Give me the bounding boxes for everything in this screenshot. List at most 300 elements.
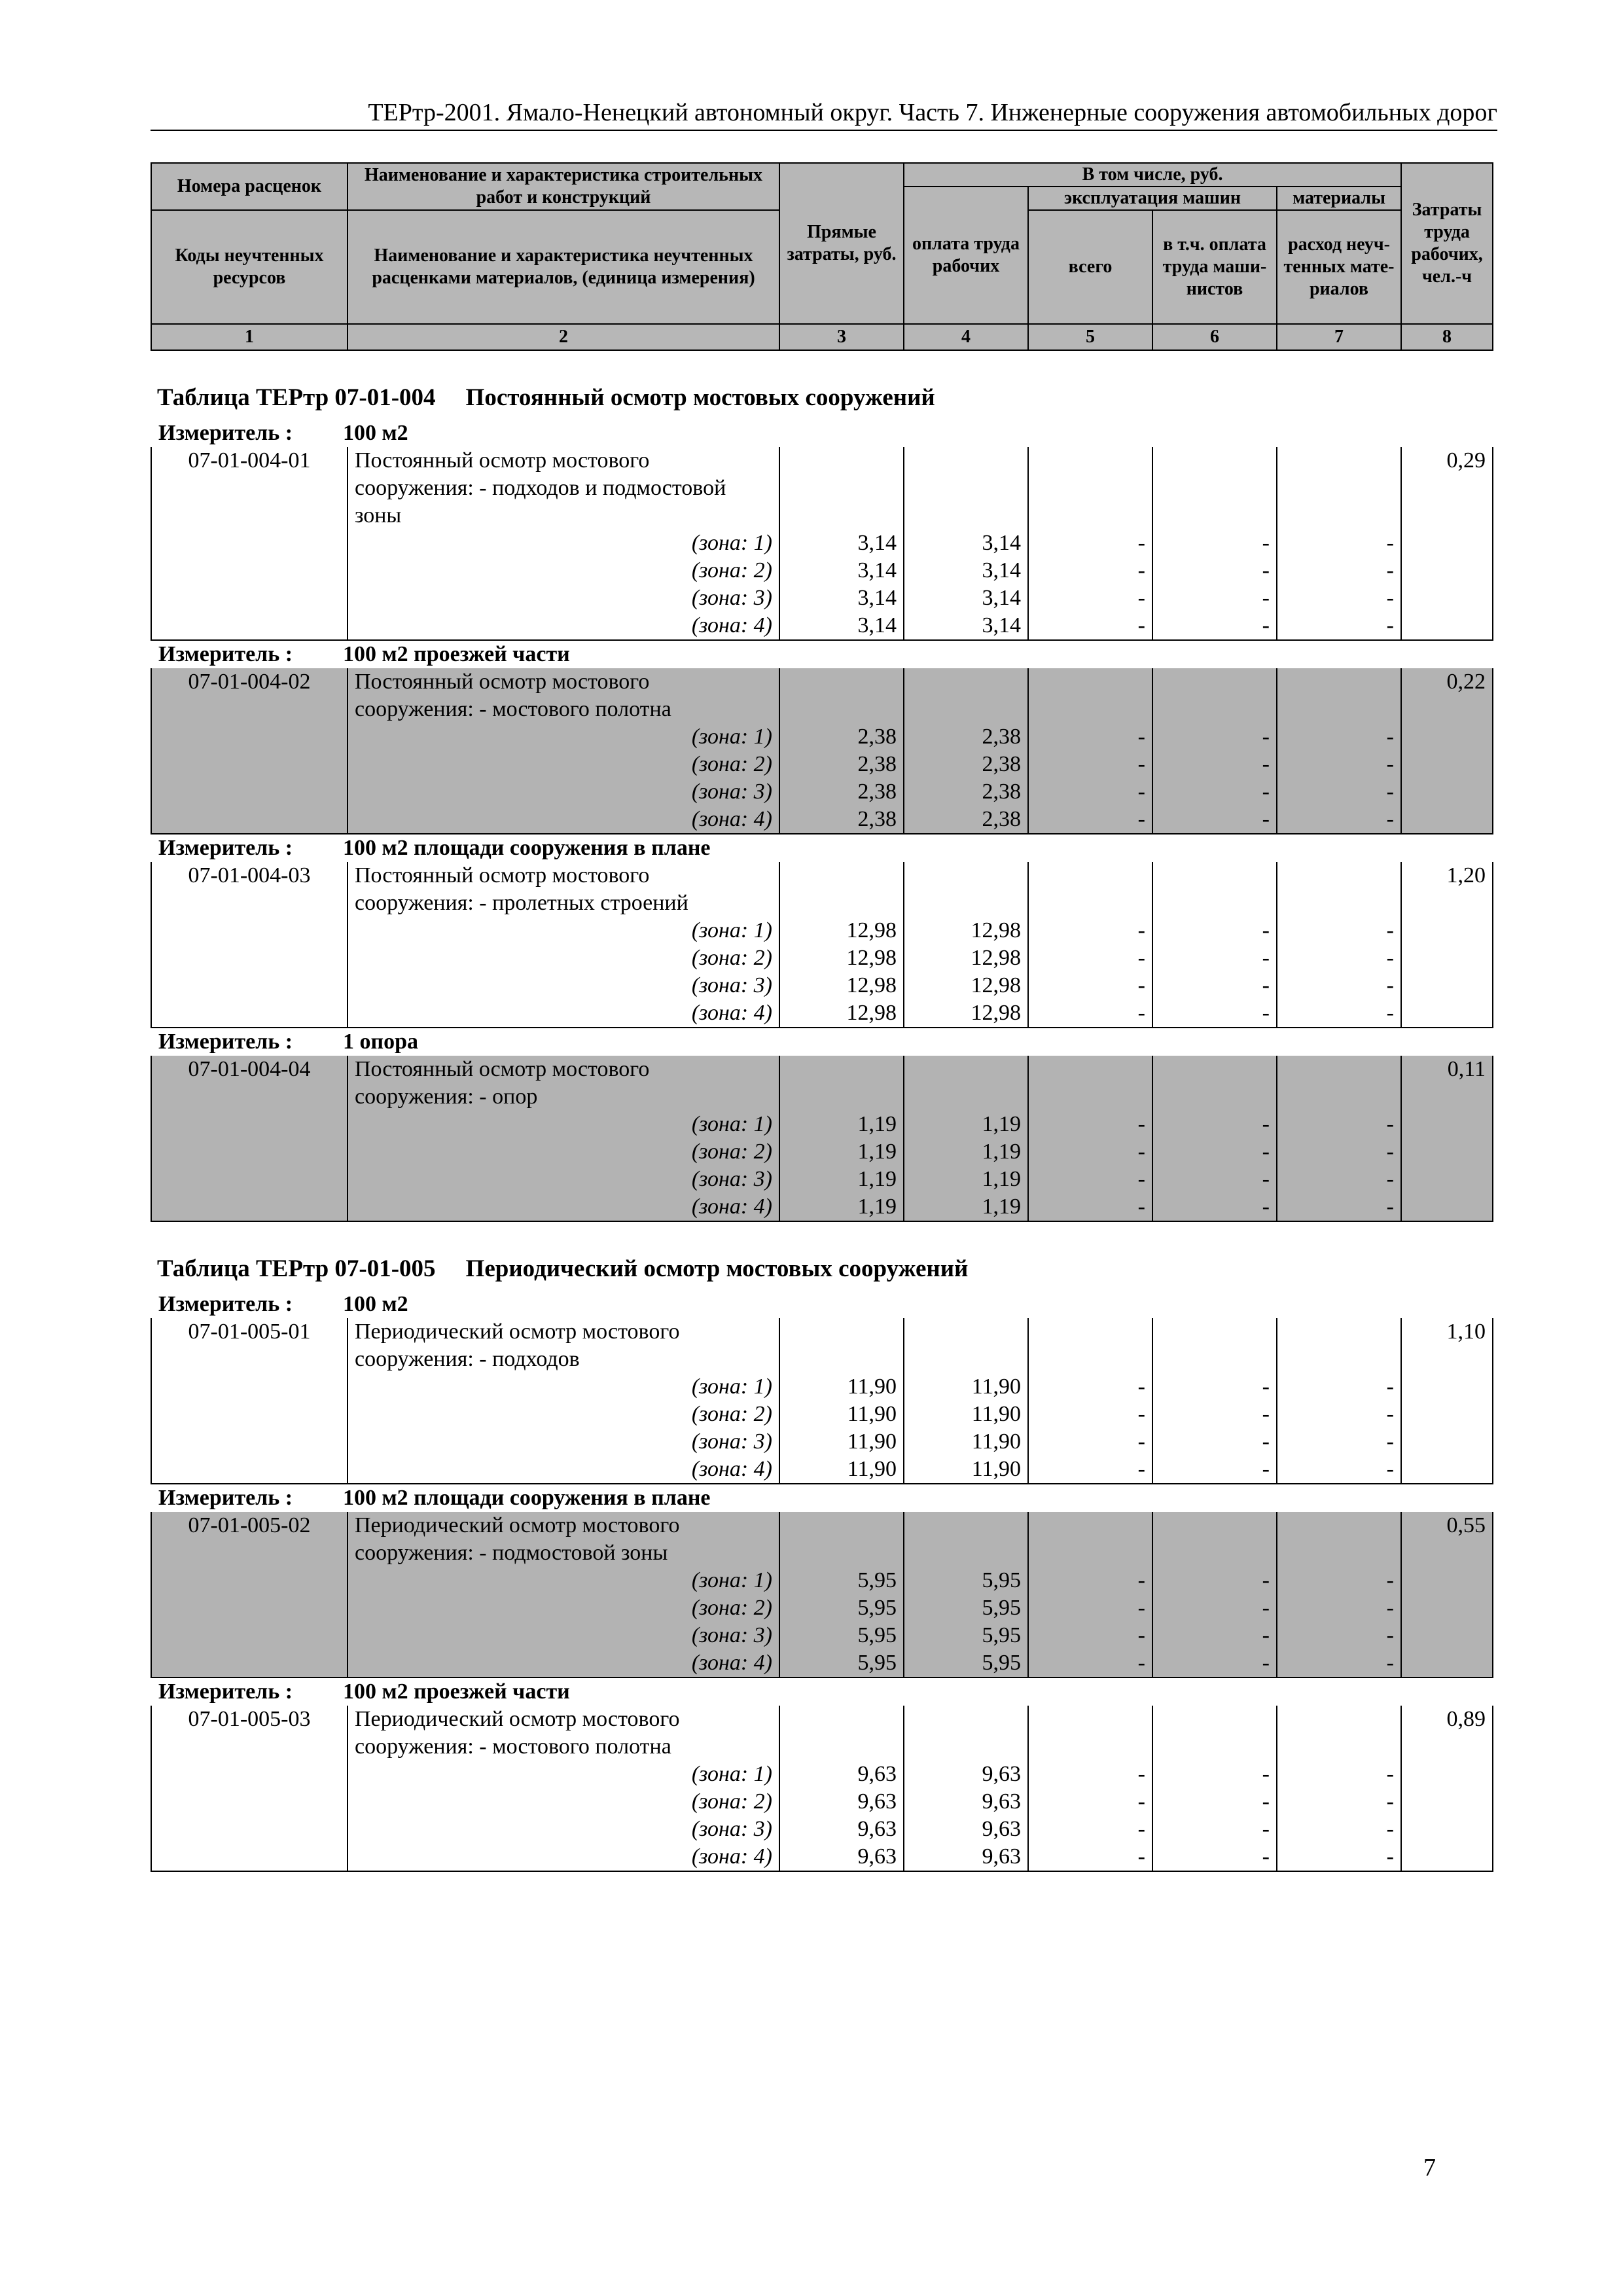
empty-cell <box>1152 1512 1277 1539</box>
machine-total: - <box>1028 1594 1152 1622</box>
empty-cell <box>1028 1539 1152 1567</box>
empty-cell <box>1028 1733 1152 1761</box>
direct-cost: 1,19 <box>779 1138 904 1166</box>
operator-wage: - <box>1152 1594 1277 1622</box>
materials: - <box>1277 1428 1401 1456</box>
unit-value: 100 м2 <box>343 1292 408 1316</box>
zone-row <box>151 999 1493 1028</box>
header-materials: материалы <box>1277 187 1401 210</box>
empty-cell <box>1152 1318 1277 1346</box>
column-number: 3 <box>779 324 904 350</box>
operator-wage: - <box>1152 1166 1277 1193</box>
empty-cell <box>1277 1706 1401 1733</box>
worker-wage: 11,90 <box>904 1401 1028 1428</box>
empty-cell <box>779 1706 904 1733</box>
worker-wage: 5,95 <box>904 1567 1028 1594</box>
empty-cell <box>1277 1733 1401 1761</box>
empty-cell <box>1277 1056 1401 1083</box>
rate-tables <box>151 384 1492 1872</box>
materials: - <box>1277 1816 1401 1843</box>
worker-wage: 2,38 <box>904 778 1028 806</box>
header-labor-costs: Затраты труда рабочих, чел.-ч <box>1401 163 1493 324</box>
description-row <box>151 1318 1493 1346</box>
description-row <box>151 1539 1493 1567</box>
operator-wage: - <box>1152 806 1277 834</box>
header-direct-costs: Прямые затраты, руб. <box>779 163 904 324</box>
empty-cell <box>1401 584 1493 612</box>
zone-row <box>151 972 1493 999</box>
operator-wage: - <box>1152 612 1277 640</box>
unit-value: 100 м2 <box>343 421 408 445</box>
materials: - <box>1277 1456 1401 1484</box>
zone-row <box>151 806 1493 834</box>
empty-cell <box>1401 529 1493 557</box>
empty-cell <box>151 723 348 751</box>
operator-wage: - <box>1152 1428 1277 1456</box>
worker-wage: 12,98 <box>904 999 1028 1028</box>
zone-label: (зона: 3) <box>348 1816 779 1843</box>
empty-cell <box>1401 1346 1493 1373</box>
worker-wage: 9,63 <box>904 1788 1028 1816</box>
empty-cell <box>1401 917 1493 944</box>
empty-cell <box>1401 1649 1493 1677</box>
machine-total: - <box>1028 778 1152 806</box>
zone-row <box>151 1594 1493 1622</box>
empty-cell <box>904 502 1028 529</box>
materials: - <box>1277 972 1401 999</box>
empty-cell <box>1277 1318 1401 1346</box>
work-name-line: Периодический осмотр мостового <box>348 1706 779 1733</box>
zone-row <box>151 1843 1493 1871</box>
rate-entry <box>151 1056 1493 1222</box>
table-title <box>157 1255 1492 1283</box>
description-row <box>151 862 1493 889</box>
empty-cell <box>151 1761 348 1788</box>
empty-cell <box>1028 1512 1152 1539</box>
direct-cost: 12,98 <box>779 944 904 972</box>
column-number: 1 <box>151 324 348 350</box>
materials: - <box>1277 1401 1401 1428</box>
empty-cell <box>1028 1346 1152 1373</box>
header-material-name: Наименование и характеристика неучтенных расценками материалов, (единица измерения) <box>348 210 779 324</box>
empty-cell <box>904 696 1028 723</box>
work-name-line: Постоянный осмотр мостового <box>348 1056 779 1083</box>
empty-cell <box>1401 723 1493 751</box>
zone-row <box>151 778 1493 806</box>
table-name: Периодический осмотр мостовых сооружений <box>465 1255 969 1282</box>
empty-cell <box>151 529 348 557</box>
header-resource-codes: Коды неучтенных ресурсов <box>151 210 348 324</box>
column-number: 5 <box>1028 324 1152 350</box>
machine-total: - <box>1028 1193 1152 1221</box>
worker-wage: 1,19 <box>904 1111 1028 1138</box>
operator-wage: - <box>1152 972 1277 999</box>
zone-label: (зона: 2) <box>348 1594 779 1622</box>
work-name-line: Постоянный осмотр мостового <box>348 447 779 475</box>
direct-cost: 1,19 <box>779 1166 904 1193</box>
direct-cost: 2,38 <box>779 751 904 778</box>
empty-cell <box>1152 502 1277 529</box>
direct-cost: 11,90 <box>779 1373 904 1401</box>
zone-label: (зона: 2) <box>348 751 779 778</box>
table-number: Таблица ТЕРтр 07-01-004 <box>157 384 436 411</box>
empty-cell <box>1152 1056 1277 1083</box>
work-name-line: Периодический осмотр мостового <box>348 1318 779 1346</box>
materials: - <box>1277 751 1401 778</box>
empty-cell <box>151 806 348 834</box>
empty-cell <box>904 1346 1028 1373</box>
header-unaccounted-materials: расход неуч-тенных мате-риалов <box>1277 210 1401 324</box>
document-body <box>151 162 1492 1872</box>
description-row <box>151 447 1493 475</box>
empty-cell <box>1028 889 1152 917</box>
worker-wage: 12,98 <box>904 972 1028 999</box>
zone-row <box>151 1373 1493 1401</box>
materials: - <box>1277 1594 1401 1622</box>
zone-row <box>151 529 1493 557</box>
direct-cost: 3,14 <box>779 529 904 557</box>
empty-cell <box>1152 1539 1277 1567</box>
page-number: 7 <box>1423 2154 1436 2181</box>
empty-cell <box>151 972 348 999</box>
header-machine-operation: эксплуатация машин <box>1028 187 1277 210</box>
empty-cell <box>779 1346 904 1373</box>
header-operator-wages: в т.ч. оплата труда маши-нистов <box>1152 210 1277 324</box>
empty-cell <box>1028 447 1152 475</box>
machine-total: - <box>1028 1138 1152 1166</box>
materials: - <box>1277 999 1401 1028</box>
labor-cost: 0,55 <box>1401 1512 1493 1539</box>
empty-cell <box>904 889 1028 917</box>
zone-row <box>151 1816 1493 1843</box>
table-name: Постоянный осмотр мостовых сооружений <box>465 384 935 411</box>
direct-cost: 3,14 <box>779 584 904 612</box>
column-header-table <box>151 162 1493 351</box>
empty-cell <box>1277 889 1401 917</box>
labor-cost: 1,20 <box>1401 862 1493 889</box>
rate-code: 07-01-005-03 <box>151 1706 348 1733</box>
empty-cell <box>1028 475 1152 502</box>
empty-cell <box>1401 889 1493 917</box>
materials: - <box>1277 1761 1401 1788</box>
empty-cell <box>1028 1056 1152 1083</box>
measurement-unit <box>158 1028 1492 1056</box>
direct-cost: 9,63 <box>779 1788 904 1816</box>
labor-cost: 0,89 <box>1401 1706 1493 1733</box>
materials: - <box>1277 1193 1401 1221</box>
unit-value: 100 м2 площади сооружения в плане <box>343 836 711 860</box>
description-row <box>151 1733 1493 1761</box>
direct-cost: 3,14 <box>779 557 904 584</box>
machine-total: - <box>1028 1788 1152 1816</box>
empty-cell <box>151 1816 348 1843</box>
empty-cell <box>151 1083 348 1111</box>
zone-row <box>151 751 1493 778</box>
column-number: 8 <box>1401 324 1493 350</box>
empty-cell <box>151 696 348 723</box>
operator-wage: - <box>1152 1788 1277 1816</box>
empty-cell <box>779 1056 904 1083</box>
materials: - <box>1277 917 1401 944</box>
machine-total: - <box>1028 1111 1152 1138</box>
unit-label: Измеритель : <box>158 1292 293 1316</box>
direct-cost: 11,90 <box>779 1401 904 1428</box>
empty-cell <box>779 502 904 529</box>
zone-label: (зона: 1) <box>348 917 779 944</box>
zone-label: (зона: 3) <box>348 972 779 999</box>
empty-cell <box>779 889 904 917</box>
operator-wage: - <box>1152 1649 1277 1677</box>
empty-cell <box>1401 1788 1493 1816</box>
empty-cell <box>779 1512 904 1539</box>
empty-cell <box>1028 1083 1152 1111</box>
empty-cell <box>1277 696 1401 723</box>
empty-cell <box>1401 1111 1493 1138</box>
machine-total: - <box>1028 1843 1152 1871</box>
measurement-unit <box>158 420 1492 447</box>
empty-cell <box>904 447 1028 475</box>
work-name-line: сооружения: - мостового полотна <box>348 696 779 723</box>
empty-cell <box>1028 668 1152 696</box>
materials: - <box>1277 1622 1401 1649</box>
zone-row <box>151 1649 1493 1677</box>
work-name-line: Постоянный осмотр мостового <box>348 862 779 889</box>
zone-row <box>151 1567 1493 1594</box>
work-name-line: сооружения: - подходов <box>348 1346 779 1373</box>
materials: - <box>1277 1373 1401 1401</box>
operator-wage: - <box>1152 529 1277 557</box>
column-number: 2 <box>348 324 779 350</box>
description-row <box>151 502 1493 529</box>
empty-cell <box>151 1649 348 1677</box>
rate-entry <box>151 1706 1493 1872</box>
zone-row <box>151 944 1493 972</box>
description-row <box>151 696 1493 723</box>
empty-cell <box>1028 1706 1152 1733</box>
materials: - <box>1277 612 1401 640</box>
empty-cell <box>779 1083 904 1111</box>
zone-label: (зона: 2) <box>348 1788 779 1816</box>
materials: - <box>1277 806 1401 834</box>
labor-cost: 0,29 <box>1401 447 1493 475</box>
machine-total: - <box>1028 944 1152 972</box>
work-name-line: сооружения: - подмостовой зоны <box>348 1539 779 1567</box>
empty-cell <box>151 1788 348 1816</box>
rate-code: 07-01-004-04 <box>151 1056 348 1083</box>
empty-cell <box>1401 1539 1493 1567</box>
empty-cell <box>779 1318 904 1346</box>
empty-cell <box>1152 1733 1277 1761</box>
empty-cell <box>904 1539 1028 1567</box>
direct-cost: 5,95 <box>779 1594 904 1622</box>
zone-row <box>151 557 1493 584</box>
direct-cost: 2,38 <box>779 778 904 806</box>
operator-wage: - <box>1152 557 1277 584</box>
operator-wage: - <box>1152 1373 1277 1401</box>
operator-wage: - <box>1152 584 1277 612</box>
empty-cell <box>151 475 348 502</box>
empty-cell <box>1401 1456 1493 1484</box>
worker-wage: 2,38 <box>904 723 1028 751</box>
empty-cell <box>151 999 348 1028</box>
direct-cost: 3,14 <box>779 612 904 640</box>
zone-row <box>151 1428 1493 1456</box>
direct-cost: 11,90 <box>779 1456 904 1484</box>
empty-cell <box>1277 1512 1401 1539</box>
empty-cell <box>1401 1373 1493 1401</box>
labor-cost: 1,10 <box>1401 1318 1493 1346</box>
zone-row <box>151 1166 1493 1193</box>
operator-wage: - <box>1152 1622 1277 1649</box>
zone-label: (зона: 4) <box>348 806 779 834</box>
materials: - <box>1277 584 1401 612</box>
machine-total: - <box>1028 751 1152 778</box>
empty-cell <box>1401 1761 1493 1788</box>
rate-code: 07-01-005-01 <box>151 1318 348 1346</box>
unit-label: Измеритель : <box>158 836 293 860</box>
empty-cell <box>1277 447 1401 475</box>
empty-cell <box>1401 1843 1493 1871</box>
direct-cost: 12,98 <box>779 972 904 999</box>
description-row <box>151 1056 1493 1083</box>
empty-cell <box>1401 1594 1493 1622</box>
operator-wage: - <box>1152 917 1277 944</box>
machine-total: - <box>1028 1401 1152 1428</box>
empty-cell <box>1401 1733 1493 1761</box>
machine-total: - <box>1028 1649 1152 1677</box>
worker-wage: 12,98 <box>904 917 1028 944</box>
machine-total: - <box>1028 1428 1152 1456</box>
table-title <box>157 384 1492 412</box>
operator-wage: - <box>1152 1567 1277 1594</box>
column-number: 7 <box>1277 324 1401 350</box>
rate-code: 07-01-004-01 <box>151 447 348 475</box>
empty-cell <box>904 1056 1028 1083</box>
unit-value: 100 м2 площади сооружения в плане <box>343 1486 711 1510</box>
rate-entry <box>151 668 1493 834</box>
worker-wage: 12,98 <box>904 944 1028 972</box>
worker-wage: 5,95 <box>904 1594 1028 1622</box>
empty-cell <box>1152 1706 1277 1733</box>
empty-cell <box>779 862 904 889</box>
machine-total: - <box>1028 972 1152 999</box>
worker-wage: 9,63 <box>904 1816 1028 1843</box>
empty-cell <box>1401 612 1493 640</box>
empty-cell <box>151 1594 348 1622</box>
zone-label: (зона: 4) <box>348 612 779 640</box>
zone-label: (зона: 3) <box>348 1166 779 1193</box>
zone-label: (зона: 4) <box>348 1649 779 1677</box>
direct-cost: 5,95 <box>779 1567 904 1594</box>
worker-wage: 1,19 <box>904 1193 1028 1221</box>
machine-total: - <box>1028 612 1152 640</box>
materials: - <box>1277 778 1401 806</box>
machine-total: - <box>1028 1567 1152 1594</box>
zone-label: (зона: 2) <box>348 1401 779 1428</box>
materials: - <box>1277 1788 1401 1816</box>
unit-label: Измеритель : <box>158 421 293 445</box>
empty-cell <box>1401 1083 1493 1111</box>
operator-wage: - <box>1152 778 1277 806</box>
empty-cell <box>151 944 348 972</box>
empty-cell <box>151 1843 348 1871</box>
worker-wage: 11,90 <box>904 1373 1028 1401</box>
empty-cell <box>1401 751 1493 778</box>
operator-wage: - <box>1152 751 1277 778</box>
zone-label: (зона: 1) <box>348 1111 779 1138</box>
measurement-unit <box>158 834 1492 862</box>
empty-cell <box>1152 1083 1277 1111</box>
operator-wage: - <box>1152 1456 1277 1484</box>
machine-total: - <box>1028 723 1152 751</box>
materials: - <box>1277 1138 1401 1166</box>
work-name-line: сооружения: - мостового полотна <box>348 1733 779 1761</box>
unit-label: Измеритель : <box>158 642 293 666</box>
zone-row <box>151 584 1493 612</box>
empty-cell <box>1152 447 1277 475</box>
worker-wage: 1,19 <box>904 1166 1028 1193</box>
column-number-row <box>151 324 1493 350</box>
empty-cell <box>151 1401 348 1428</box>
labor-cost: 0,22 <box>1401 668 1493 696</box>
worker-wage: 5,95 <box>904 1649 1028 1677</box>
worker-wage: 11,90 <box>904 1456 1028 1484</box>
header-including: В том числе, руб. <box>904 163 1401 187</box>
rate-code: 07-01-005-02 <box>151 1512 348 1539</box>
zone-row <box>151 1622 1493 1649</box>
materials: - <box>1277 1567 1401 1594</box>
empty-cell <box>151 1373 348 1401</box>
zone-label: (зона: 2) <box>348 944 779 972</box>
zone-row <box>151 1456 1493 1484</box>
empty-cell <box>1401 972 1493 999</box>
empty-cell <box>1401 806 1493 834</box>
empty-cell <box>151 751 348 778</box>
empty-cell <box>151 1456 348 1484</box>
work-name-line: зоны <box>348 502 779 529</box>
machine-total: - <box>1028 584 1152 612</box>
operator-wage: - <box>1152 944 1277 972</box>
direct-cost: 12,98 <box>779 917 904 944</box>
empty-cell <box>151 1166 348 1193</box>
header-work-name: Наименование и характеристика строительных работ и конструкций <box>348 163 779 210</box>
zone-label: (зона: 3) <box>348 1428 779 1456</box>
empty-cell <box>1152 862 1277 889</box>
empty-cell <box>1028 1318 1152 1346</box>
unit-value: 1 опора <box>343 1030 418 1054</box>
empty-cell <box>151 612 348 640</box>
machine-total: - <box>1028 806 1152 834</box>
materials: - <box>1277 557 1401 584</box>
rate-code: 07-01-004-02 <box>151 668 348 696</box>
description-row <box>151 1346 1493 1373</box>
empty-cell <box>1401 502 1493 529</box>
empty-cell <box>904 1706 1028 1733</box>
rate-code: 07-01-004-03 <box>151 862 348 889</box>
zone-row <box>151 917 1493 944</box>
column-number: 6 <box>1152 324 1277 350</box>
direct-cost: 2,38 <box>779 806 904 834</box>
zone-row <box>151 1788 1493 1816</box>
empty-cell <box>1401 1193 1493 1221</box>
zone-label: (зона: 3) <box>348 584 779 612</box>
description-row <box>151 1706 1493 1733</box>
empty-cell <box>1277 1083 1401 1111</box>
empty-cell <box>1152 475 1277 502</box>
empty-cell <box>151 889 348 917</box>
worker-wage: 1,19 <box>904 1138 1028 1166</box>
worker-wage: 9,63 <box>904 1843 1028 1871</box>
